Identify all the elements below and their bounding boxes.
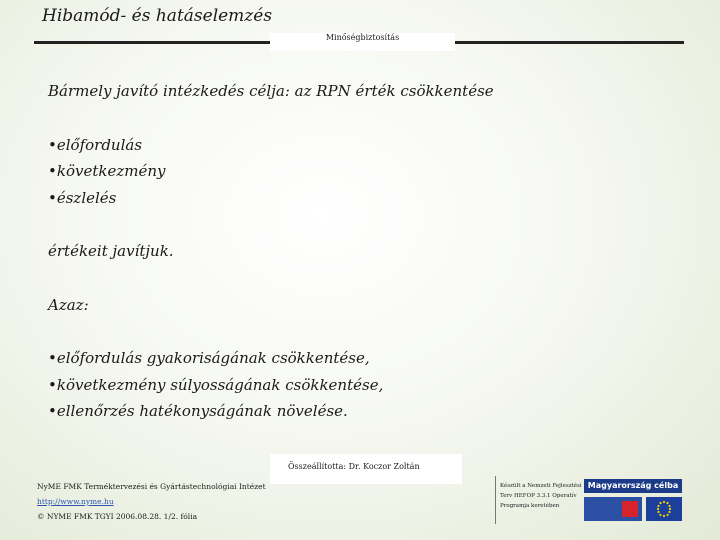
bullet-item: •észlelés	[48, 188, 117, 207]
bullet-item: •ellenőrzés hatékonyságának növelése.	[48, 402, 348, 420]
section-tag: Minőségbiztosítás	[325, 33, 400, 42]
footer	[37, 479, 266, 524]
footer-link[interactable]: http://www.nyme.hu	[37, 497, 114, 506]
that-is-text: Azaz:	[48, 295, 89, 314]
intro-text: Bármely javító intézkedés célja: az RPN érték csökkentése	[48, 82, 494, 100]
author-credit: Összeállította: Dr. Koczor Zoltán	[288, 462, 420, 471]
slide-title: Hibamód- és hatáselemzés	[42, 6, 273, 26]
slide-content	[48, 78, 494, 425]
eu-flag-icon	[646, 497, 682, 521]
bullet-item: •előfordulás	[48, 135, 143, 154]
footer-separator	[495, 476, 496, 524]
copyright: © NYME FMK TGYI 2006.08.28. 1/2. fólia	[37, 512, 198, 521]
bullet-item: •előfordulás gyakoriságának csökkentése,	[48, 349, 370, 367]
development-plan-logo	[584, 497, 642, 521]
hungary-banner: Magyarország célba	[584, 479, 682, 493]
bullet-item: •következmény	[48, 162, 166, 180]
eu-funding-text: Készült a Nemzeti Fejlesztési Terv HEFOP 3.3.1 Operatív Programja keretében	[500, 483, 582, 509]
institute-name: NyME FMK Terméktervezési és Gyártástechnológiai Intézet	[37, 482, 266, 491]
improve-text: értékeit javítjuk.	[48, 242, 174, 260]
bullet-item: •következmény súlyosságának csökkentése,	[48, 375, 384, 394]
